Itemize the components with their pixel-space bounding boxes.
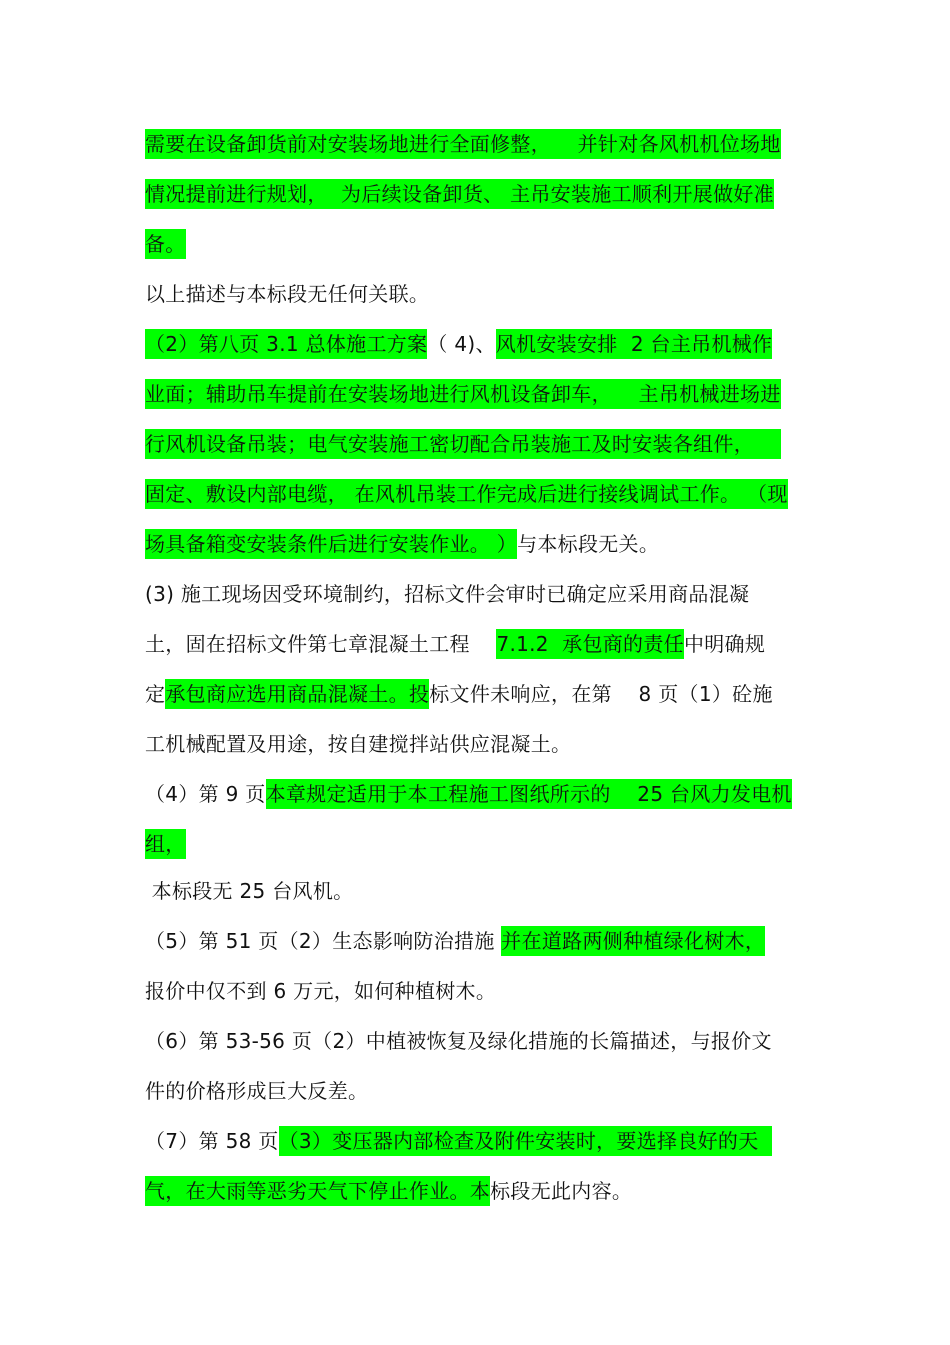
text-line [145, 1014, 805, 1064]
text-line [145, 367, 805, 417]
plain-text: （5）第 51 页（2）生态影响防治措施 [145, 928, 502, 953]
text-line [145, 117, 805, 167]
plain-text: （4）第 9 页 [145, 781, 266, 806]
text-line [145, 517, 805, 567]
highlighted-text: 需要在设备卸货前对安装场地进行全面修整， 并针对各风机机位场地 [145, 129, 781, 159]
highlighted-text: 行风机设备吊装；电气安装施工密切配合吊装施工及时安装各组件， [145, 429, 781, 459]
text-line [145, 567, 805, 617]
text-line [145, 964, 805, 1014]
text-line [145, 617, 805, 667]
plain-text: （6）第 53-56 页（2）中植被恢复及绿化措施的长篇描述，与报价文 [145, 1028, 772, 1053]
plain-text: (3) 施工现场因受环境制约，招标文件会审时已确定应采用商品混凝 [145, 581, 750, 606]
text-line [145, 667, 805, 717]
text-line [145, 817, 805, 867]
highlighted-text: 业面；辅助吊车提前在安装场地进行风机设备卸车， 主吊机械进场进 [145, 379, 781, 409]
text-line [145, 1114, 805, 1164]
text-line [145, 417, 805, 467]
plain-text: 标文件未响应，在第 8 页（1）砼施 [429, 681, 773, 706]
plain-text: （ 4)、 [427, 331, 496, 356]
highlighted-text: 风机安装安排 2 台主吊机械作 [496, 329, 773, 359]
highlighted-text: 承包商应选用商品混凝土。投 [165, 679, 429, 709]
highlighted-text: 7.1.2 承包商的责任 [496, 629, 684, 659]
plain-text: 与本标段无关。 [517, 531, 660, 556]
plain-text: 土，固在招标文件第七章混凝土工程 [145, 631, 497, 656]
plain-text: 报价中仅不到 6 万元，如何种植树木。 [145, 978, 497, 1003]
plain-text: 件的价格形成巨大反差。 [145, 1078, 369, 1103]
text-line [145, 1164, 805, 1214]
text-line [145, 467, 805, 517]
text-line [145, 217, 805, 267]
plain-text: 以上描述与本标段无任何关联。 [145, 281, 430, 306]
highlighted-text: （3）变压器内部检查及附件安装时，要选择良好的天 [279, 1126, 772, 1156]
highlighted-text: 场具备箱变安装条件后进行安装作业。 ） [145, 529, 517, 559]
text-line [145, 767, 805, 817]
highlighted-text: 情况提前进行规划， 为后续设备卸货、 主吊安装施工顺利开展做好准 [145, 179, 774, 209]
plain-text: 中明确规 [683, 631, 766, 656]
text-line [145, 717, 805, 767]
highlighted-text: 备。 [145, 229, 186, 259]
text-line [145, 1064, 805, 1114]
text-line [145, 864, 805, 914]
highlighted-text: 固定、敷设内部电缆， 在风机吊装工作完成后进行接线调试工作。 （现 [145, 479, 788, 509]
plain-text: 定 [145, 681, 166, 706]
text-line [145, 267, 805, 317]
text-line [145, 914, 805, 964]
highlighted-text: （2）第八页 3.1 总体施工方案 [145, 329, 427, 359]
highlighted-text: 本章规定适用于本工程施工图纸所示的 25 台风力发电机 [266, 779, 792, 809]
highlighted-text: 组， [145, 829, 186, 859]
text-line [145, 317, 805, 367]
plain-text: 标段无此内容。 [490, 1178, 633, 1203]
highlighted-text: 并在道路两侧种植绿化树木， [501, 926, 765, 956]
plain-text: （7）第 58 页 [145, 1128, 279, 1153]
text-line [145, 167, 805, 217]
plain-text: 工机械配置及用途，按自建搅拌站供应混凝土。 [145, 731, 572, 756]
highlighted-text: 气，在大雨等恶劣天气下停止作业。本 [145, 1176, 490, 1206]
plain-text: 本标段无 25 台风机。 [145, 878, 354, 903]
